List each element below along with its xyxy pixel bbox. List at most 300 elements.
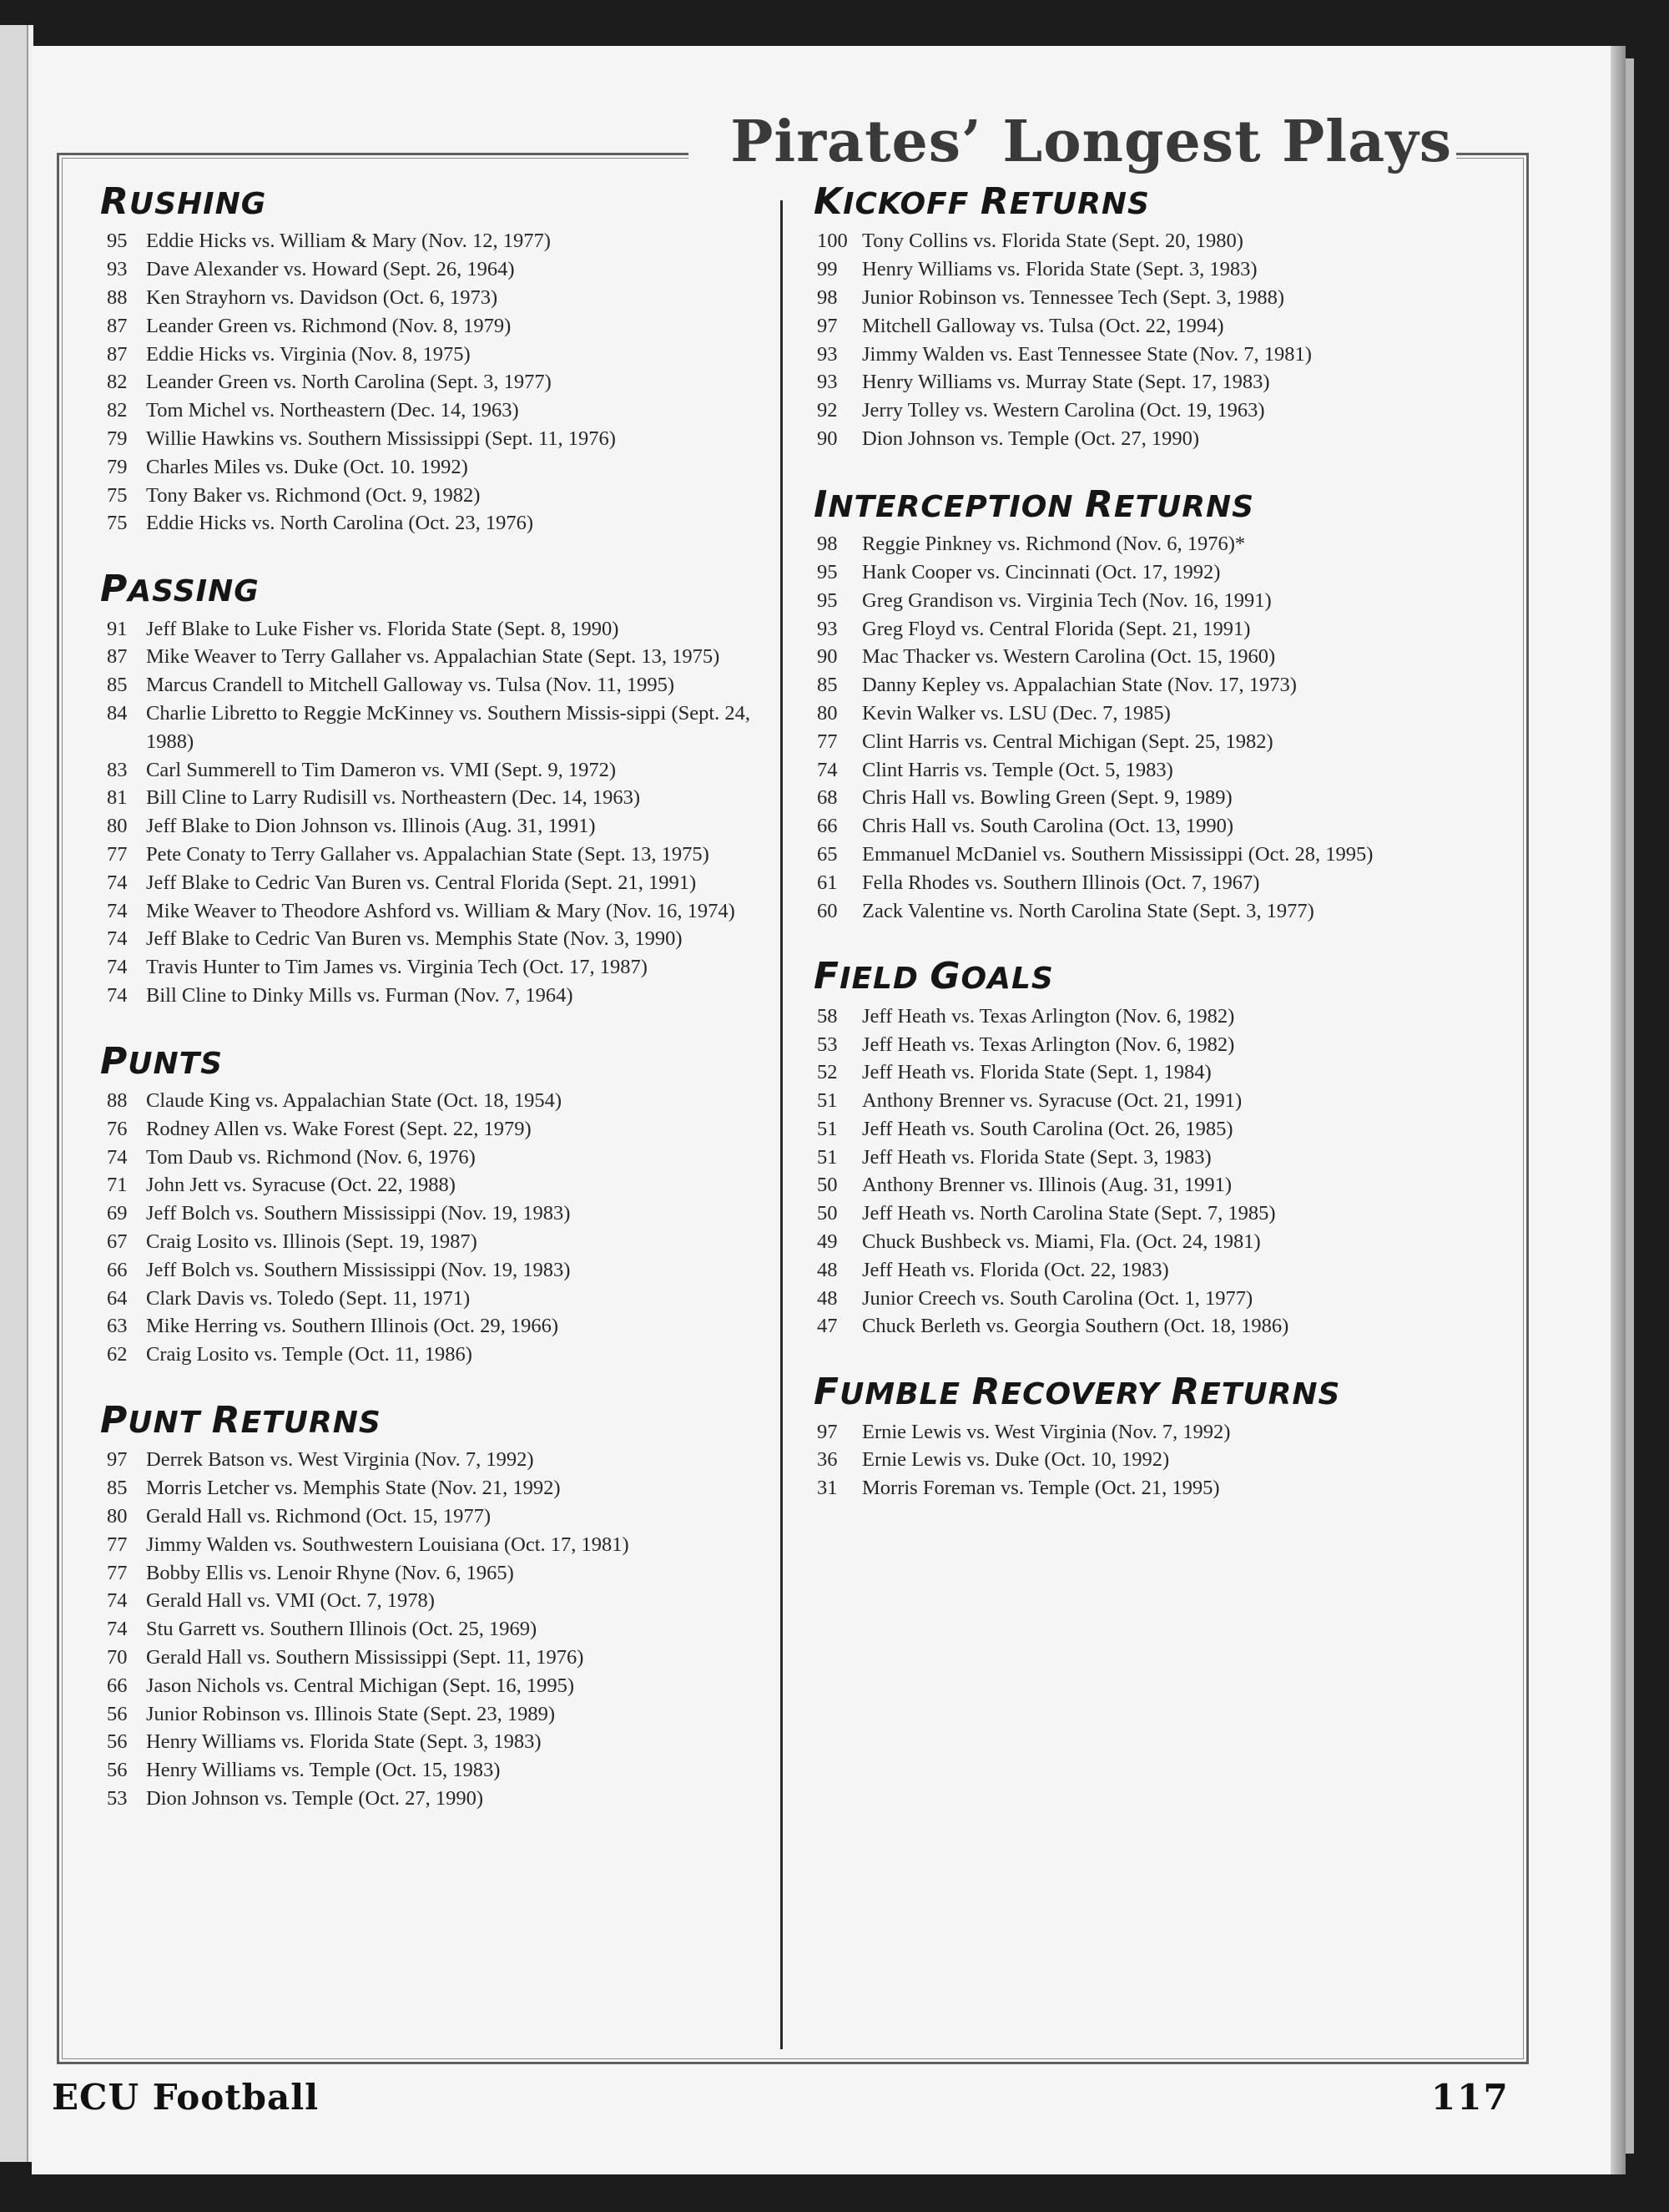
- yardage: 95: [817, 588, 838, 612]
- yardage: 77: [107, 1561, 128, 1584]
- section-title-initial: P: [100, 1399, 129, 1442]
- list-item: [814, 1418, 1515, 1447]
- yardage: 62: [107, 1343, 128, 1366]
- yardage: 81: [107, 786, 128, 810]
- play-description: Pete Conaty to Terry Gallaher vs. Appalachian State (Sept. 13, 1975): [146, 842, 709, 866]
- list-item: [100, 482, 759, 510]
- stat-section: [100, 1039, 759, 1369]
- play-description: Mike Herring vs. Southern Illinois (Oct. 29, 1966): [146, 1315, 559, 1338]
- play-description: Bill Cline to Dinky Mills vs. Furman (Nov. 7, 1964): [146, 983, 573, 1007]
- play-description: Jeff Blake to Luke Fisher vs. Florida State (Sept. 8, 1990): [146, 617, 619, 640]
- left-column: [100, 182, 759, 1845]
- page-shadow: [1611, 46, 1626, 2174]
- play-description: Leander Green vs. Richmond (Nov. 8, 1979): [146, 314, 512, 337]
- list-item: [814, 671, 1515, 699]
- yardage: 85: [107, 1477, 128, 1500]
- play-description: Eddie Hicks vs. North Carolina (Oct. 23, 1976): [146, 512, 534, 535]
- list-item: [814, 1144, 1515, 1172]
- yardage: 95: [817, 560, 838, 583]
- play-description: Jeff Heath vs. North Carolina State (Sept. 7, 1985): [862, 1202, 1276, 1225]
- list-item: [100, 1115, 759, 1144]
- yardage: 61: [817, 871, 838, 894]
- yardage: 99: [817, 258, 838, 281]
- play-description: Jeff Bolch vs. Southern Mississippi (Nov. 19, 1983): [146, 1202, 571, 1225]
- play-description: Jeff Heath vs. Florida State (Sept. 3, 1983): [862, 1145, 1212, 1169]
- yardage: 79: [107, 427, 128, 450]
- play-description: Junior Robinson vs. Illinois State (Sept. 23, 1989): [146, 1702, 555, 1725]
- list-item: [100, 396, 759, 425]
- yardage: 97: [817, 314, 838, 337]
- list-item: [100, 1285, 759, 1313]
- yardage: 63: [107, 1315, 128, 1338]
- yardage: 97: [107, 1448, 128, 1472]
- yardage: 75: [107, 483, 128, 507]
- yardage: 85: [817, 674, 838, 697]
- list-item: [814, 587, 1515, 615]
- play-description: Mike Weaver to Terry Gallaher vs. Appalachian State (Sept. 13, 1975): [146, 645, 720, 669]
- list-item: [814, 699, 1515, 728]
- section-title-rest: ETURNS: [1200, 1377, 1341, 1412]
- play-description: Henry Williams vs. Florida State (Sept. 3, 1983): [862, 258, 1258, 281]
- stat-section: [100, 569, 759, 1010]
- play-description: Danny Kepley vs. Appalachian State (Nov. 17, 1973): [862, 674, 1297, 697]
- list-item: [100, 1615, 759, 1644]
- list-item: [814, 530, 1515, 558]
- yardage: 98: [817, 285, 838, 309]
- section-title-initial: R: [971, 1371, 1001, 1414]
- play-description: Leander Green vs. North Carolina (Sept. 3, 1977): [146, 371, 552, 394]
- play-description: Greg Grandison vs. Virginia Tech (Nov. 16, 1991): [862, 588, 1272, 612]
- yardage: 83: [107, 758, 128, 781]
- yardage: 50: [817, 1174, 838, 1197]
- adjacent-page-edge: [0, 25, 28, 2162]
- play-description: John Jett vs. Syracuse (Oct. 22, 1988): [146, 1174, 456, 1197]
- yardage: 88: [107, 285, 128, 309]
- yardage: 68: [817, 786, 838, 810]
- yardage: 87: [107, 314, 128, 337]
- yardage: 91: [107, 617, 128, 640]
- yardage: 74: [107, 871, 128, 894]
- section-title-initial: R: [1085, 482, 1114, 526]
- play-description: Chuck Bushbeck vs. Miami, Fla. (Oct. 24, 1981): [862, 1230, 1261, 1254]
- yardage: 69: [107, 1202, 128, 1225]
- list-item: [814, 1171, 1515, 1199]
- play-description: Morris Foreman vs. Temple (Oct. 21, 1995): [862, 1477, 1220, 1500]
- stat-section: [814, 182, 1515, 453]
- entry-list: [814, 227, 1515, 452]
- play-description: Jason Nichols vs. Central Michigan (Sept. 16, 1995): [146, 1674, 575, 1697]
- list-item: [100, 1171, 759, 1199]
- stat-section: [814, 957, 1515, 1341]
- yardage: 88: [107, 1089, 128, 1113]
- list-item: [814, 897, 1515, 926]
- list-item: [814, 1228, 1515, 1256]
- section-title-initial: R: [1171, 1371, 1201, 1414]
- yardage: 98: [817, 533, 838, 556]
- yardage: 52: [817, 1061, 838, 1084]
- yardage: 76: [107, 1117, 128, 1140]
- yardage: 74: [107, 899, 128, 922]
- play-description: Ernie Lewis vs. Duke (Oct. 10, 1992): [862, 1448, 1170, 1472]
- section-title-initial: R: [980, 180, 1010, 223]
- play-description: Craig Losito vs. Temple (Oct. 11, 1986): [146, 1343, 472, 1366]
- yardage: 75: [107, 512, 128, 535]
- yardage: 84: [107, 701, 128, 725]
- list-item: [100, 1087, 759, 1115]
- list-item: [814, 425, 1515, 453]
- play-description: Carl Summerell to Tim Dameron vs. VMI (Sept. 9, 1972): [146, 758, 617, 781]
- entry-list: [814, 1002, 1515, 1341]
- list-item: [814, 312, 1515, 341]
- list-item: [814, 558, 1515, 587]
- yardage: 74: [107, 983, 128, 1007]
- column-divider: [780, 200, 783, 2049]
- play-description: Mike Weaver to Theodore Ashford vs. William & Mary (Nov. 16, 1974): [146, 899, 735, 922]
- play-description: Chris Hall vs. South Carolina (Oct. 13, 1990): [862, 815, 1234, 838]
- list-item: [100, 1474, 759, 1502]
- list-item: [100, 699, 759, 756]
- play-description: Ken Strayhorn vs. Davidson (Oct. 6, 1973): [146, 285, 498, 309]
- list-item: [814, 284, 1515, 312]
- section-title-initial: P: [100, 1039, 129, 1083]
- play-description: Greg Floyd vs. Central Florida (Sept. 21, 1991): [862, 617, 1251, 640]
- yardage: 53: [817, 1033, 838, 1056]
- play-description: Emmanuel McDaniel vs. Southern Mississippi (Oct. 28, 1995): [862, 842, 1374, 866]
- section-title-rest: USHING: [129, 187, 267, 221]
- play-description: Gerald Hall vs. VMI (Oct. 7, 1978): [146, 1589, 435, 1613]
- list-item: [100, 227, 759, 255]
- yardage: 56: [107, 1702, 128, 1725]
- play-description: Tony Collins vs. Florida State (Sept. 20, 1980): [862, 230, 1243, 253]
- page-title: Pirates’ Longest Plays: [730, 109, 1452, 175]
- list-item: [100, 1728, 759, 1756]
- yardage: 74: [107, 1618, 128, 1641]
- right-column: [814, 182, 1515, 1534]
- play-description: Tony Baker vs. Richmond (Oct. 9, 1982): [146, 483, 481, 507]
- section-title-rest: ETURNS: [240, 1406, 381, 1441]
- play-description: Chris Hall vs. Bowling Green (Sept. 9, 1989): [862, 786, 1233, 810]
- section-title: [814, 482, 1515, 526]
- list-item: [100, 1756, 759, 1785]
- yardage: 92: [817, 399, 838, 422]
- play-description: Anthony Brenner vs. Illinois (Aug. 31, 1991): [862, 1174, 1232, 1197]
- yardage: 70: [107, 1646, 128, 1669]
- list-item: [814, 869, 1515, 897]
- play-description: Henry Williams vs. Florida State (Sept. 3, 1983): [146, 1730, 542, 1754]
- entry-list: [100, 1087, 759, 1369]
- yardage: 53: [107, 1787, 128, 1811]
- play-description: Charles Miles vs. Duke (Oct. 10. 1992): [146, 455, 468, 478]
- entry-list: [814, 530, 1515, 925]
- section-title: [100, 569, 759, 609]
- list-item: [100, 284, 759, 312]
- play-description: Stu Garrett vs. Southern Illinois (Oct. 25, 1969): [146, 1618, 537, 1641]
- list-item: [100, 1672, 759, 1700]
- section-title-rest: NTERCEPTION: [828, 489, 1085, 524]
- section-title-initial: R: [211, 1399, 241, 1442]
- yardage: 77: [107, 1533, 128, 1556]
- list-item: [100, 953, 759, 982]
- entry-list: [100, 227, 759, 538]
- list-item: [100, 615, 759, 644]
- list-item: [100, 869, 759, 897]
- list-item: [100, 255, 759, 284]
- yardage: 74: [107, 927, 128, 951]
- list-item: [100, 341, 759, 369]
- yardage: 87: [107, 645, 128, 669]
- list-item: [100, 784, 759, 812]
- section-title-rest: UMBLE: [840, 1377, 972, 1412]
- play-description: Ernie Lewis vs. West Virginia (Nov. 7, 1992): [862, 1420, 1231, 1443]
- list-item: [100, 1559, 759, 1588]
- yardage: 58: [817, 1004, 838, 1028]
- yardage: 80: [107, 1505, 128, 1528]
- yardage: 95: [107, 230, 128, 253]
- section-title-initial: I: [814, 482, 829, 526]
- list-item: [100, 1644, 759, 1672]
- entry-list: [100, 615, 759, 1010]
- section-title: [100, 182, 759, 222]
- play-description: Junior Creech vs. South Carolina (Oct. 1, 1977): [862, 1286, 1253, 1310]
- yardage: 66: [817, 815, 838, 838]
- stat-section: [100, 1401, 759, 1813]
- play-description: Jeff Blake to Cedric Van Buren vs. Central Florida (Sept. 21, 1991): [146, 871, 697, 894]
- yardage: 51: [817, 1117, 838, 1140]
- play-description: Henry Williams vs. Murray State (Sept. 17, 1983): [862, 371, 1270, 394]
- yardage: 66: [107, 1674, 128, 1697]
- yardage: 74: [817, 758, 838, 781]
- list-item: [100, 1785, 759, 1813]
- yardage: 60: [817, 899, 838, 922]
- yardage: 48: [817, 1258, 838, 1281]
- list-item: [100, 1312, 759, 1341]
- yardage: 47: [817, 1315, 838, 1338]
- entry-list: [814, 1418, 1515, 1502]
- list-item: [100, 509, 759, 538]
- play-description: Dion Johnson vs. Temple (Oct. 27, 1990): [146, 1787, 484, 1811]
- list-item: [100, 756, 759, 785]
- section-title-rest: OALS: [961, 962, 1054, 997]
- section-title-rest: ECOVERY: [1001, 1377, 1172, 1412]
- list-item: [814, 255, 1515, 284]
- list-item: [814, 756, 1515, 785]
- list-item: [100, 812, 759, 841]
- play-description: Fella Rhodes vs. Southern Illinois (Oct. 7, 1967): [862, 871, 1260, 894]
- play-description: Bobby Ellis vs. Lenoir Rhyne (Nov. 6, 1965): [146, 1561, 514, 1584]
- list-item: [100, 1228, 759, 1256]
- list-item: [100, 312, 759, 341]
- play-description: Eddie Hicks vs. William & Mary (Nov. 12, 1977): [146, 230, 551, 253]
- play-description: Jeff Heath vs. Florida State (Sept. 1, 1984): [862, 1061, 1212, 1084]
- yardage: 93: [107, 258, 128, 281]
- section-title: [814, 182, 1515, 222]
- play-description: Anthony Brenner vs. Syracuse (Oct. 21, 1991): [862, 1089, 1243, 1113]
- list-item: [814, 728, 1515, 756]
- section-title-initial: G: [930, 955, 961, 998]
- list-item: [814, 368, 1515, 396]
- footer-publication: ECU Football: [52, 2077, 320, 2118]
- section-title-rest: ICKOFF: [843, 187, 981, 221]
- play-description: Dave Alexander vs. Howard (Sept. 26, 1964): [146, 258, 515, 281]
- list-item: [100, 1502, 759, 1531]
- stat-section: [814, 482, 1515, 926]
- yardage: 79: [107, 455, 128, 478]
- yardage: 93: [817, 617, 838, 640]
- stat-section: [100, 182, 759, 538]
- play-description: Dion Johnson vs. Temple (Oct. 27, 1990): [862, 427, 1200, 450]
- section-title-rest: ETURNS: [1113, 489, 1255, 524]
- yardage: 77: [107, 842, 128, 866]
- list-item: [814, 1115, 1515, 1144]
- list-item: [814, 1446, 1515, 1474]
- play-description: Jeff Heath vs. Florida (Oct. 22, 1983): [862, 1258, 1169, 1281]
- yardage: 51: [817, 1089, 838, 1113]
- list-item: [100, 841, 759, 869]
- list-item: [814, 784, 1515, 812]
- list-item: [814, 1474, 1515, 1502]
- play-description: Jerry Tolley vs. Western Carolina (Oct. 19, 1963): [862, 399, 1265, 422]
- section-title-initial: K: [814, 180, 844, 223]
- play-description: Willie Hawkins vs. Southern Mississippi (Sept. 11, 1976): [146, 427, 616, 450]
- section-title-rest: UNT: [128, 1406, 212, 1441]
- play-description: Jeff Heath vs. Texas Arlington (Nov. 6, 1982): [862, 1033, 1235, 1056]
- play-description: Bill Cline to Larry Rudisill vs. Northeastern (Dec. 14, 1963): [146, 786, 640, 810]
- list-item: [100, 643, 759, 671]
- stat-section: [814, 1372, 1515, 1502]
- list-item: [814, 1002, 1515, 1031]
- yardage: 71: [107, 1174, 128, 1197]
- yardage: 51: [817, 1145, 838, 1169]
- yardage: 74: [107, 1589, 128, 1613]
- list-item: [814, 1312, 1515, 1341]
- play-description: Claude King vs. Appalachian State (Oct. 18, 1954): [146, 1089, 562, 1113]
- yardage: 50: [817, 1202, 838, 1225]
- list-item: [814, 341, 1515, 369]
- list-item: [100, 897, 759, 926]
- yardage: 80: [107, 815, 128, 838]
- list-item: [100, 925, 759, 953]
- list-item: [100, 1700, 759, 1729]
- yardage: 85: [107, 674, 128, 697]
- play-description: Jeff Blake to Dion Johnson vs. Illinois (Aug. 31, 1991): [146, 815, 596, 838]
- yardage: 97: [817, 1420, 838, 1443]
- play-description: Travis Hunter to Tim James vs. Virginia Tech (Oct. 17, 1987): [146, 956, 648, 979]
- list-item: [814, 1058, 1515, 1087]
- list-item: [814, 643, 1515, 671]
- section-title-rest: UNTS: [128, 1046, 224, 1081]
- play-description: Hank Cooper vs. Cincinnati (Oct. 17, 1992): [862, 560, 1221, 583]
- yardage: 49: [817, 1230, 838, 1254]
- list-item: [100, 1341, 759, 1369]
- list-item: [814, 1256, 1515, 1285]
- yardage: 31: [817, 1477, 838, 1500]
- yardage: 65: [817, 842, 838, 866]
- play-description: Eddie Hicks vs. Virginia (Nov. 8, 1975): [146, 342, 471, 366]
- list-item: [100, 1446, 759, 1474]
- list-item: [100, 1144, 759, 1172]
- play-description: Jimmy Walden vs. East Tennessee State (Nov. 7, 1981): [862, 342, 1312, 366]
- play-description: Tom Daub vs. Richmond (Nov. 6, 1976): [146, 1145, 476, 1169]
- yardage: 82: [107, 399, 128, 422]
- section-title-initial: F: [814, 955, 840, 998]
- section-title-rest: ETURNS: [1009, 187, 1150, 221]
- play-description: Craig Losito vs. Illinois (Sept. 19, 1987): [146, 1230, 477, 1254]
- play-description: Chuck Berleth vs. Georgia Southern (Oct. 18, 1986): [862, 1315, 1289, 1338]
- yardage: 100: [817, 230, 848, 253]
- play-description: Junior Robinson vs. Tennessee Tech (Sept. 3, 1988): [862, 285, 1285, 309]
- entry-list: [100, 1446, 759, 1812]
- list-item: [814, 227, 1515, 255]
- play-description: Jeff Heath vs. Texas Arlington (Nov. 6, 1982): [862, 1004, 1235, 1028]
- list-item: [100, 982, 759, 1010]
- yardage: 74: [107, 956, 128, 979]
- yardage: 77: [817, 730, 838, 753]
- list-item: [100, 453, 759, 482]
- play-description: Mitchell Galloway vs. Tulsa (Oct. 22, 1994): [862, 314, 1224, 337]
- section-title: [814, 1372, 1515, 1412]
- yardage: 80: [817, 701, 838, 725]
- list-item: [814, 1199, 1515, 1228]
- yardage: 74: [107, 1145, 128, 1169]
- yardage: 93: [817, 342, 838, 366]
- yardage: 82: [107, 371, 128, 394]
- list-item: [100, 368, 759, 396]
- play-description: Jimmy Walden vs. Southwestern Louisiana (Oct. 17, 1981): [146, 1533, 629, 1556]
- play-description: Reggie Pinkney vs. Richmond (Nov. 6, 1976)*: [862, 533, 1246, 556]
- yardage: 90: [817, 645, 838, 669]
- play-description: Tom Michel vs. Northeastern (Dec. 14, 1963): [146, 399, 519, 422]
- play-description: Jeff Bolch vs. Southern Mississippi (Nov. 19, 1983): [146, 1258, 571, 1281]
- list-item: [814, 812, 1515, 841]
- yardage: 64: [107, 1286, 128, 1310]
- yardage: 67: [107, 1230, 128, 1254]
- play-description: Jeff Blake to Cedric Van Buren vs. Memphis State (Nov. 3, 1990): [146, 927, 683, 951]
- play-description: Kevin Walker vs. LSU (Dec. 7, 1985): [862, 701, 1171, 725]
- play-description: Gerald Hall vs. Richmond (Oct. 15, 1977): [146, 1505, 492, 1528]
- yardage: 36: [817, 1448, 838, 1472]
- section-title-initial: R: [100, 180, 129, 223]
- play-description: Gerald Hall vs. Southern Mississippi (Sept. 11, 1976): [146, 1646, 584, 1669]
- section-title: [814, 957, 1515, 997]
- play-description: Marcus Crandell to Mitchell Galloway vs. Tulsa (Nov. 11, 1995): [146, 674, 675, 697]
- section-title-initial: P: [100, 568, 129, 611]
- list-item: [814, 1031, 1515, 1059]
- play-description: Jeff Heath vs. South Carolina (Oct. 26, 1985): [862, 1117, 1233, 1140]
- section-title: [100, 1401, 759, 1441]
- list-item: [100, 1199, 759, 1228]
- play-description: Zack Valentine vs. North Carolina State (Sept. 3, 1977): [862, 899, 1314, 922]
- yardage: 66: [107, 1258, 128, 1281]
- list-item: [100, 1531, 759, 1559]
- list-item: [100, 1587, 759, 1615]
- play-description: Clark Davis vs. Toledo (Sept. 11, 1971): [146, 1286, 471, 1310]
- yardage: 87: [107, 342, 128, 366]
- list-item: [100, 671, 759, 699]
- section-title-rest: ASSING: [128, 574, 260, 609]
- yardage: 56: [107, 1759, 128, 1782]
- play-description: Clint Harris vs. Temple (Oct. 5, 1983): [862, 758, 1173, 781]
- section-title-initial: F: [814, 1371, 840, 1414]
- page-number: 117: [1431, 2077, 1510, 2118]
- play-description: Rodney Allen vs. Wake Forest (Sept. 22, 1979): [146, 1117, 532, 1140]
- yardage: 93: [817, 371, 838, 394]
- list-item: [100, 425, 759, 453]
- play-description: Mac Thacker vs. Western Carolina (Oct. 15, 1960): [862, 645, 1276, 669]
- page-right-edge: [1626, 58, 1634, 2154]
- list-item: [814, 396, 1515, 425]
- play-description: Clint Harris vs. Central Michigan (Sept. 25, 1982): [862, 730, 1273, 753]
- yardage: 48: [817, 1286, 838, 1310]
